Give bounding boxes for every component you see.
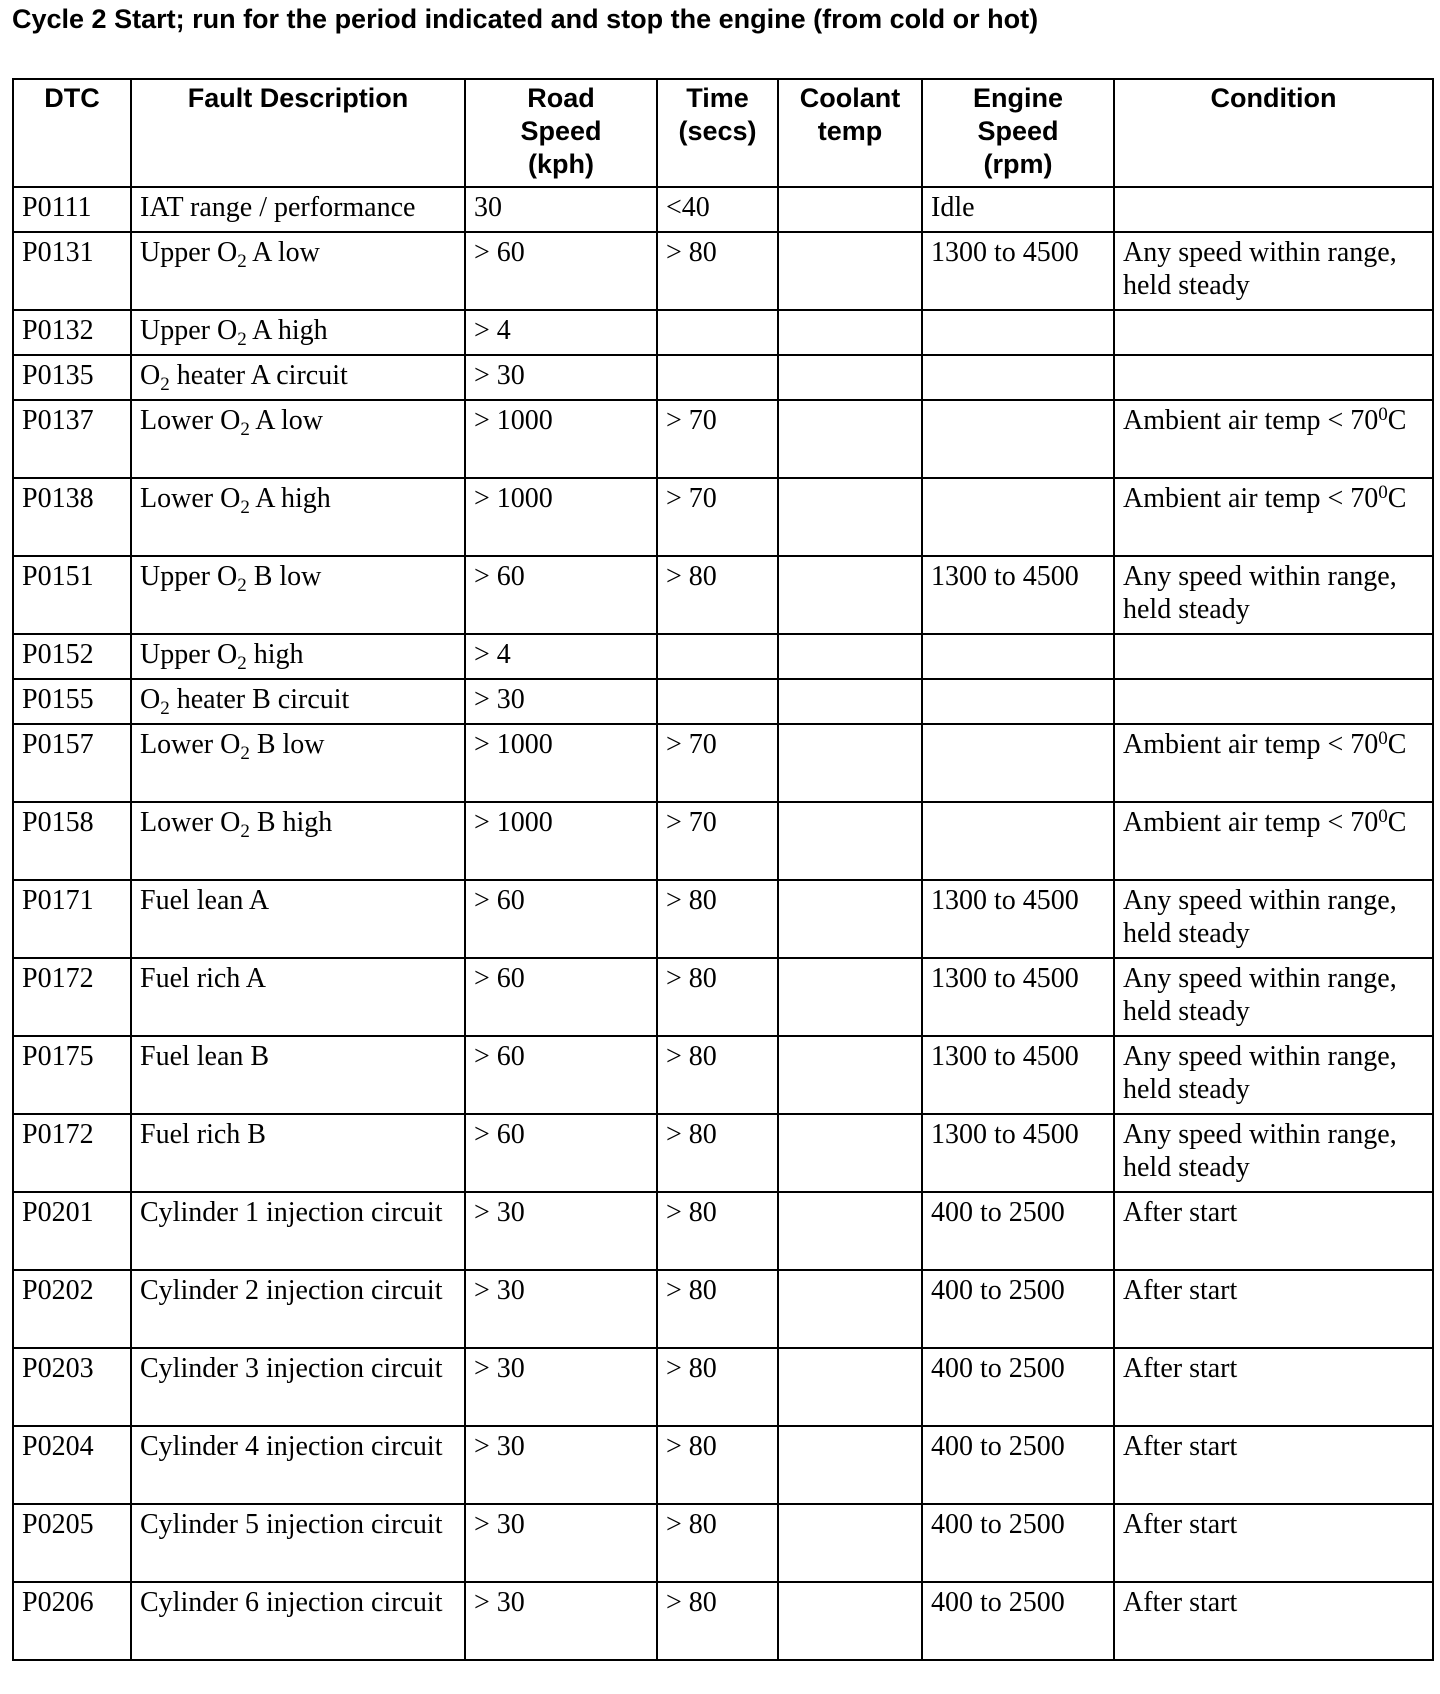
cell-engine-speed: 1300 to 4500	[922, 1114, 1114, 1192]
cell-engine-speed: 400 to 2500	[922, 1270, 1114, 1348]
cell-condition: Any speed within range, held steady	[1114, 1036, 1433, 1114]
table-row	[13, 1348, 1433, 1426]
cell-coolant	[778, 400, 922, 478]
cell-road-speed: > 1000	[465, 478, 657, 556]
cell-engine-speed: 400 to 2500	[922, 1192, 1114, 1270]
cell-coolant	[778, 1348, 922, 1426]
cell-engine-speed	[922, 724, 1114, 802]
cell-engine-speed: 1300 to 4500	[922, 958, 1114, 1036]
cell-coolant	[778, 310, 922, 355]
cell-dtc: P0202	[13, 1270, 131, 1348]
cell-time: > 80	[657, 1270, 778, 1348]
header-line: (rpm)	[983, 149, 1053, 179]
cell-time: > 80	[657, 556, 778, 634]
cell-time: > 80	[657, 1504, 778, 1582]
cell-condition	[1114, 634, 1433, 679]
cell-road-speed: > 60	[465, 958, 657, 1036]
cell-coolant	[778, 1504, 922, 1582]
table-row	[13, 634, 1433, 679]
cell-time: > 70	[657, 724, 778, 802]
cell-coolant	[778, 958, 922, 1036]
table-row	[13, 802, 1433, 880]
table-body	[13, 187, 1433, 1660]
cell-coolant	[778, 1036, 922, 1114]
table-row	[13, 1192, 1433, 1270]
cell-coolant	[778, 478, 922, 556]
cell-dtc: P0201	[13, 1192, 131, 1270]
cell-dtc: P0111	[13, 187, 131, 232]
cell-condition: Any speed within range, held steady	[1114, 556, 1433, 634]
cell-time	[657, 679, 778, 724]
cell-road-speed: > 30	[465, 1192, 657, 1270]
header-line: (kph)	[528, 149, 594, 179]
cell-dtc: P0132	[13, 310, 131, 355]
cell-fault: Cylinder 2 injection circuit	[131, 1270, 465, 1348]
cell-time: > 80	[657, 1114, 778, 1192]
header-line: temp	[817, 116, 883, 146]
cell-fault: Lower $O_2$ B high	[131, 802, 465, 880]
cell-condition: After start	[1114, 1582, 1433, 1660]
cell-engine-speed: 1300 to 4500	[922, 880, 1114, 958]
cell-road-speed: > 30	[465, 1504, 657, 1582]
cell-engine-speed: 400 to 2500	[922, 1348, 1114, 1426]
cell-dtc: P0157	[13, 724, 131, 802]
cell-coolant	[778, 1192, 922, 1270]
cell-dtc: P0204	[13, 1426, 131, 1504]
cell-fault: IAT range / performance	[131, 187, 465, 232]
cell-time: > 80	[657, 880, 778, 958]
cell-road-speed: > 4	[465, 634, 657, 679]
cell-fault: Lower $O_2$ A high	[131, 478, 465, 556]
cell-coolant	[778, 187, 922, 232]
cell-dtc: P0172	[13, 958, 131, 1036]
cell-condition: After start	[1114, 1192, 1433, 1270]
cell-time: > 70	[657, 400, 778, 478]
cell-engine-speed: 1300 to 4500	[922, 1036, 1114, 1114]
cell-fault: $O_2$ heater B circuit	[131, 679, 465, 724]
cell-dtc: P0205	[13, 1504, 131, 1582]
cell-fault: Fuel lean B	[131, 1036, 465, 1114]
cell-time: > 80	[657, 958, 778, 1036]
cell-engine-speed	[922, 310, 1114, 355]
cell-engine-speed: 400 to 2500	[922, 1504, 1114, 1582]
cell-condition	[1114, 355, 1433, 400]
header-road-speed	[465, 79, 657, 187]
cell-time: > 80	[657, 1036, 778, 1114]
cell-condition: Ambient air temp < $70^0C$	[1114, 802, 1433, 880]
cell-engine-speed: 1300 to 4500	[922, 232, 1114, 310]
cell-condition: After start	[1114, 1348, 1433, 1426]
table-row	[13, 187, 1433, 232]
cell-road-speed: > 60	[465, 880, 657, 958]
header-line: Fault Description	[187, 83, 409, 113]
cell-dtc: P0155	[13, 679, 131, 724]
table-row	[13, 1582, 1433, 1660]
cell-condition: Any speed within range, held steady	[1114, 880, 1433, 958]
header-line: Road	[527, 83, 595, 113]
header-fault-description	[131, 79, 465, 187]
header-line: DTC	[44, 83, 100, 113]
cell-engine-speed: 400 to 2500	[922, 1426, 1114, 1504]
cell-dtc: P0175	[13, 1036, 131, 1114]
cell-condition: Ambient air temp < $70^0C$	[1114, 400, 1433, 478]
cell-time: > 80	[657, 1192, 778, 1270]
cell-road-speed: > 60	[465, 1114, 657, 1192]
cell-fault: Fuel rich B	[131, 1114, 465, 1192]
cell-road-speed: > 30	[465, 1426, 657, 1504]
cell-condition: Any speed within range, held steady	[1114, 232, 1433, 310]
header-condition	[1114, 79, 1433, 187]
cell-fault: Fuel rich A	[131, 958, 465, 1036]
cell-dtc: P0203	[13, 1348, 131, 1426]
cell-coolant	[778, 1114, 922, 1192]
table-row	[13, 478, 1433, 556]
table-row	[13, 1114, 1433, 1192]
cell-road-speed: 30	[465, 187, 657, 232]
cell-coolant	[778, 1582, 922, 1660]
cell-fault: Cylinder 3 injection circuit	[131, 1348, 465, 1426]
cell-engine-speed: 400 to 2500	[922, 1582, 1114, 1660]
cell-fault: $O_2$ heater A circuit	[131, 355, 465, 400]
cell-fault: Cylinder 1 injection circuit	[131, 1192, 465, 1270]
cell-coolant	[778, 1426, 922, 1504]
cell-time	[657, 634, 778, 679]
cell-condition	[1114, 310, 1433, 355]
cell-road-speed: > 30	[465, 1348, 657, 1426]
cell-dtc: P0151	[13, 556, 131, 634]
cell-engine-speed	[922, 802, 1114, 880]
cell-road-speed: > 60	[465, 232, 657, 310]
table-row	[13, 958, 1433, 1036]
cell-dtc: P0152	[13, 634, 131, 679]
header-line: Time	[686, 83, 749, 113]
cell-engine-speed: 1300 to 4500	[922, 556, 1114, 634]
cell-fault: Cylinder 6 injection circuit	[131, 1582, 465, 1660]
table-row	[13, 400, 1433, 478]
cell-engine-speed	[922, 355, 1114, 400]
cell-engine-speed: Idle	[922, 187, 1114, 232]
header-line: Speed	[977, 116, 1059, 146]
cell-engine-speed	[922, 634, 1114, 679]
cell-condition: After start	[1114, 1504, 1433, 1582]
header-line: Speed	[520, 116, 602, 146]
cell-coolant	[778, 880, 922, 958]
cell-condition: After start	[1114, 1426, 1433, 1504]
cell-time: > 70	[657, 478, 778, 556]
cell-coolant	[778, 724, 922, 802]
cell-time: > 80	[657, 232, 778, 310]
cell-coolant	[778, 679, 922, 724]
cell-dtc: P0158	[13, 802, 131, 880]
table-row	[13, 1426, 1433, 1504]
cell-condition: Any speed within range, held steady	[1114, 958, 1433, 1036]
cell-engine-speed	[922, 400, 1114, 478]
table-row	[13, 880, 1433, 958]
cell-coolant	[778, 355, 922, 400]
cell-coolant	[778, 556, 922, 634]
cell-fault: Upper $O_2$ B low	[131, 556, 465, 634]
cell-road-speed: > 1000	[465, 724, 657, 802]
cell-fault: Fuel lean A	[131, 880, 465, 958]
header-row	[13, 79, 1433, 187]
cell-dtc: P0138	[13, 478, 131, 556]
table-row	[13, 724, 1433, 802]
cell-road-speed: > 4	[465, 310, 657, 355]
cell-coolant	[778, 802, 922, 880]
cell-road-speed: > 30	[465, 1270, 657, 1348]
cell-road-speed: > 30	[465, 355, 657, 400]
cell-road-speed: > 1000	[465, 802, 657, 880]
cell-condition	[1114, 187, 1433, 232]
cell-dtc: P0131	[13, 232, 131, 310]
table-row	[13, 679, 1433, 724]
table-row	[13, 1504, 1433, 1582]
cell-time: > 80	[657, 1348, 778, 1426]
cell-road-speed: > 1000	[465, 400, 657, 478]
table-row	[13, 1270, 1433, 1348]
cell-fault: Upper $O_2$ A low	[131, 232, 465, 310]
cell-fault: Cylinder 5 injection circuit	[131, 1504, 465, 1582]
table-row	[13, 310, 1433, 355]
header-engine-speed	[922, 79, 1114, 187]
table-row	[13, 556, 1433, 634]
cell-condition: Ambient air temp < $70^0C$	[1114, 724, 1433, 802]
header-time	[657, 79, 778, 187]
cell-road-speed: > 60	[465, 1036, 657, 1114]
header-line: Condition	[1210, 83, 1337, 113]
cell-condition	[1114, 679, 1433, 724]
header-line: Coolant	[799, 83, 901, 113]
header-dtc	[13, 79, 131, 187]
cell-road-speed: > 30	[465, 679, 657, 724]
cell-condition: Ambient air temp < $70^0C$	[1114, 478, 1433, 556]
cell-dtc: P0172	[13, 1114, 131, 1192]
table-row	[13, 355, 1433, 400]
cell-road-speed: > 30	[465, 1582, 657, 1660]
cell-time: > 70	[657, 802, 778, 880]
cell-time	[657, 355, 778, 400]
cell-time: > 80	[657, 1426, 778, 1504]
cell-coolant	[778, 232, 922, 310]
cell-dtc: P0171	[13, 880, 131, 958]
cell-time	[657, 310, 778, 355]
cell-fault: Cylinder 4 injection circuit	[131, 1426, 465, 1504]
header-line: Engine	[972, 83, 1063, 113]
cell-coolant	[778, 634, 922, 679]
cell-dtc: P0135	[13, 355, 131, 400]
header-line: (secs)	[678, 116, 757, 146]
cell-time: > 80	[657, 1582, 778, 1660]
cell-coolant	[778, 1270, 922, 1348]
cell-dtc: P0137	[13, 400, 131, 478]
cell-condition: Any speed within range, held steady	[1114, 1114, 1433, 1192]
cell-fault: Lower $O_2$ B low	[131, 724, 465, 802]
cell-road-speed: > 60	[465, 556, 657, 634]
cell-time: <40	[657, 187, 778, 232]
header-coolant-temp	[778, 79, 922, 187]
cell-fault: Upper $O_2$ A high	[131, 310, 465, 355]
cell-fault: Upper $O_2$ high	[131, 634, 465, 679]
table-row	[13, 1036, 1433, 1114]
cell-dtc: P0206	[13, 1582, 131, 1660]
page-title: Cycle 2 Start; run for the period indicated and stop the engine (from cold or hot)	[12, 4, 1039, 34]
cell-condition: After start	[1114, 1270, 1433, 1348]
cell-engine-speed	[922, 478, 1114, 556]
cell-fault: Lower $O_2$ A low	[131, 400, 465, 478]
dtc-table	[12, 78, 1434, 1661]
table-row	[13, 232, 1433, 310]
cell-engine-speed	[922, 679, 1114, 724]
